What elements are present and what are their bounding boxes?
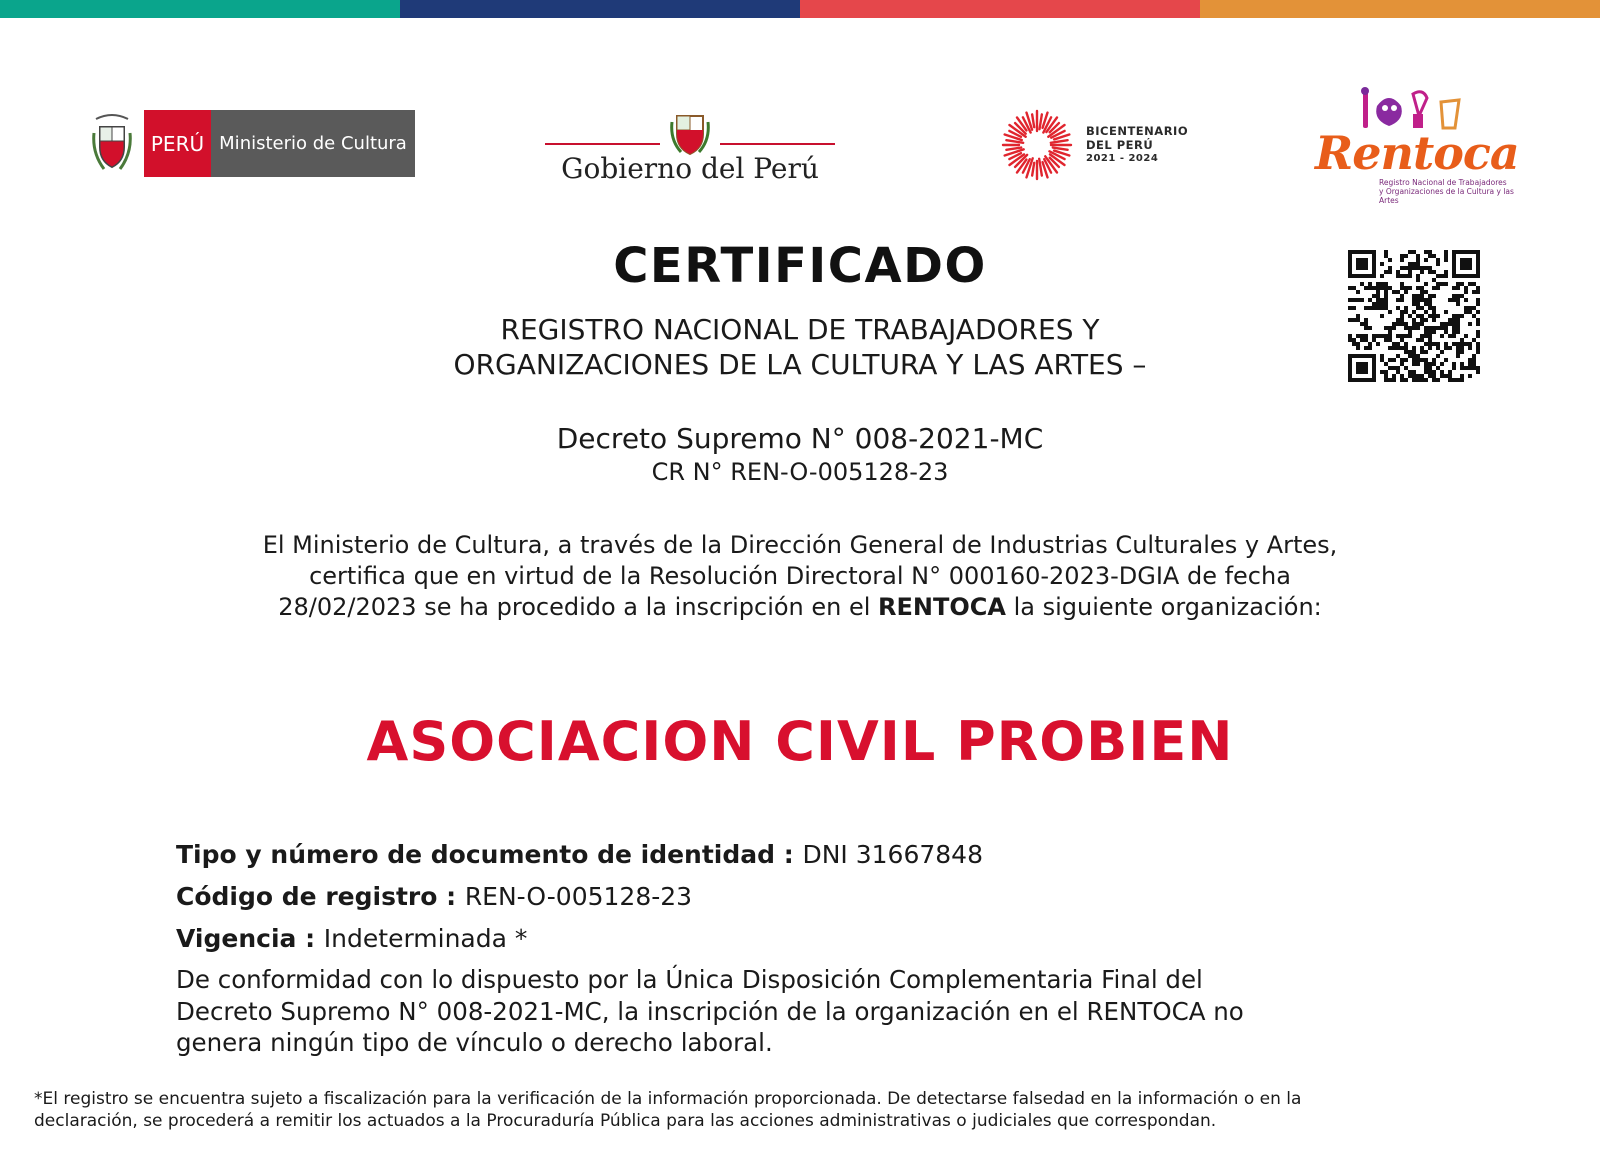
bicentenario-line1: BICENTENARIO	[1086, 124, 1189, 138]
conformidad-paragraph	[176, 964, 1426, 1059]
ministerio-label: Ministerio de Cultura	[211, 110, 415, 177]
color-bar-teal	[0, 0, 400, 18]
registro-heading	[0, 312, 1600, 382]
field-value: Indeterminada *	[323, 924, 528, 953]
coat-of-arms-icon	[90, 113, 134, 175]
conformidad-line3: genera ningún tipo de vínculo o derecho laboral.	[176, 1028, 773, 1057]
ministerio-cultura-logo	[90, 110, 415, 177]
field-vigencia	[176, 918, 1426, 960]
intro-line2: certifica que en virtud de la Resolución Directoral N° 000160-2023-DGIA de fecha	[309, 562, 1291, 590]
rentoca-subtitle	[1379, 178, 1525, 205]
organization-name: ASOCIACION CIVIL PROBIEN	[366, 710, 1234, 773]
rentoca-sub-line1: Registro Nacional de Trabajadores	[1379, 178, 1507, 187]
bicentenario-line2: DEL PERÚ	[1086, 138, 1154, 152]
color-bar-navy	[400, 0, 800, 18]
intro-line3-pre: 28/02/2023 se ha procedido a la inscripción en el	[278, 593, 879, 621]
registro-line1: REGISTRO NACIONAL DE TRABAJADORES Y	[500, 313, 1100, 346]
peru-label: PERÚ	[144, 110, 211, 177]
field-label: Tipo y número de documento de identidad :	[176, 840, 803, 869]
intro-paragraph	[0, 530, 1600, 623]
field-label: Código de registro :	[176, 882, 465, 911]
intro-line1: El Ministerio de Cultura, a través de la Dirección General de Industrias Culturales y Artes,	[262, 531, 1338, 559]
footnote-line1: *El registro se encuentra sujeto a fiscalización para la verificación de la información proporcionada. De detectarse falsedad en la información o en la	[34, 1089, 1302, 1109]
field-value: REN-O-005128-23	[464, 882, 693, 911]
conformidad-line1: De conformidad con lo dispuesto por la Única Disposición Complementaria Final del	[176, 965, 1203, 994]
gob-right-line	[720, 143, 835, 145]
footnote-line2: declaración, se procederá a remitir los actuados a la Procuraduría Pública para las acciones administrativas o judiciales que correspondan.	[34, 1111, 1217, 1131]
conformidad-line2: Decreto Supremo N° 008-2021-MC, la inscripción de la organización en el RENTOCA no	[176, 996, 1244, 1026]
footnote	[34, 1088, 1564, 1132]
bicentenario-years: 2021 - 2024	[1086, 153, 1159, 164]
field-value: DNI 31667848	[802, 840, 983, 869]
decreto-line: Decreto Supremo N° 008-2021-MC	[556, 422, 1044, 455]
details-list	[176, 834, 1426, 960]
gob-left-line	[545, 143, 660, 145]
rentoca-wordmark: Rentoca	[1315, 126, 1519, 180]
cr-number: CR N° REN-O-005128-23	[651, 458, 949, 486]
bicentenario-logo	[1000, 108, 1188, 182]
intro-line3	[0, 592, 1600, 623]
gobierno-label: Gobierno del Perú	[561, 152, 819, 185]
rentoca-logo	[1315, 86, 1525, 205]
field-codigo	[176, 876, 1426, 918]
color-bar-red	[800, 0, 1200, 18]
rentoca-sub-line2: y Organizaciones de la Cultura y las Artes	[1379, 187, 1514, 205]
color-bar-orange	[1200, 0, 1600, 18]
registro-line2: ORGANIZACIONES DE LA CULTURA Y LAS ARTES –	[453, 348, 1147, 381]
gobierno-peru-logo	[545, 110, 835, 190]
certificate-title: CERTIFICADO	[613, 238, 987, 294]
intro-line3-bold: RENTOCA	[878, 593, 1006, 621]
field-documento	[176, 834, 1426, 876]
bicentenario-sunburst-icon	[1000, 108, 1074, 182]
field-label: Vigencia :	[176, 924, 324, 953]
top-color-bar	[0, 0, 1600, 18]
coat-of-arms-icon	[669, 112, 711, 156]
intro-line3-post: la siguiente organización:	[1005, 593, 1322, 621]
